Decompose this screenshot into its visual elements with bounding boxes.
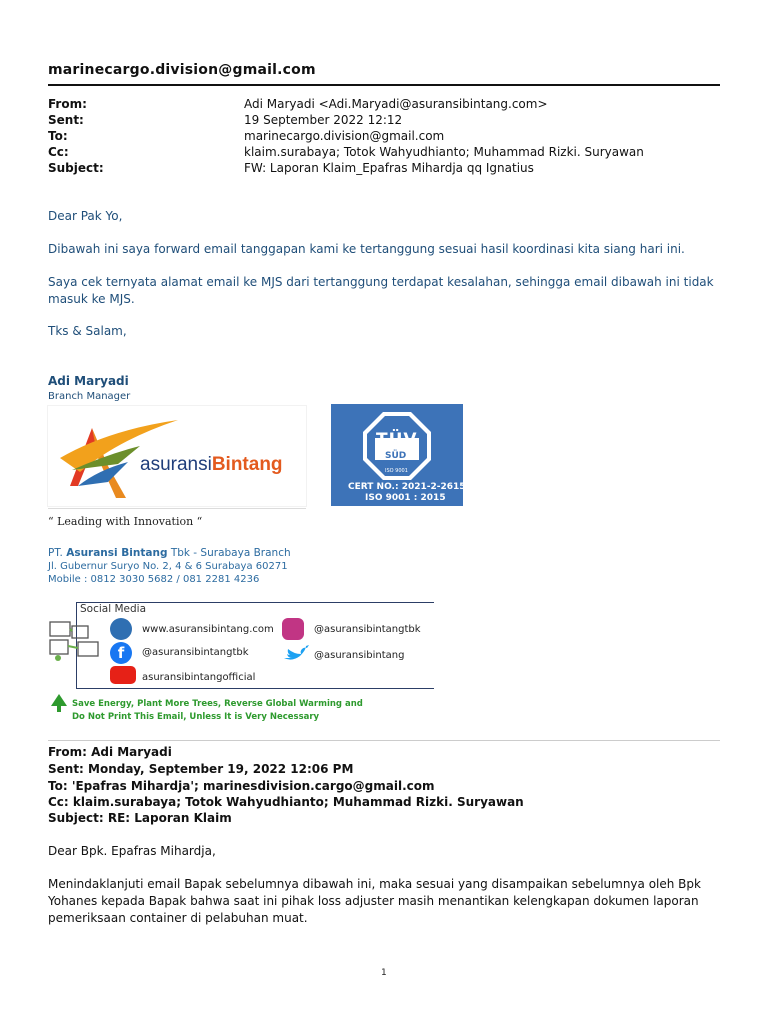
logo-wordmark	[140, 454, 283, 476]
website-globe-icon[interactable]	[110, 618, 132, 640]
company-line	[48, 547, 291, 559]
sent-label: Sent:	[48, 113, 84, 127]
body-paragraph-2: Saya cek ternyata alamat email ke MJS dari tertanggung terdapat kesalahan, sehingga email dibawah ini tidak masuk ke MJS.	[48, 275, 714, 306]
youtube-channel[interactable]: asuransibintangofficial	[142, 672, 256, 683]
instagram-handle[interactable]: @asuransibintangtbk	[314, 624, 421, 635]
signature-divider	[48, 508, 306, 509]
company-branch: Tbk - Surabaya Branch	[170, 547, 291, 559]
forwarded-sent: Sent: Monday, September 19, 2022 12:06 PM	[48, 762, 354, 776]
company-address: Jl. Gubernur Suryo No. 2, 4 & 6 Surabaya 60271	[48, 561, 288, 572]
facebook-handle[interactable]: @asuransibintangtbk	[142, 647, 249, 658]
sent-value: 19 September 2022 12:12	[244, 113, 403, 127]
signature-title: Branch Manager	[48, 391, 131, 402]
company-tagline: “ Leading with Innovation “	[48, 515, 203, 528]
cc-label: Cc:	[48, 145, 69, 159]
social-media-title: Social Media	[80, 603, 147, 615]
body-paragraph-1: Dibawah ini saya forward email tanggapan kami ke tertanggung sesuai hasil koordinasi kita siang hari ini.	[48, 242, 685, 256]
header-from-row	[48, 96, 720, 112]
forwarded-greeting: Dear Bpk. Epafras Mihardja,	[48, 844, 216, 858]
header-cc-row	[48, 144, 720, 160]
social-frame-bottom	[76, 688, 434, 689]
facebook-icon[interactable]: f	[110, 642, 132, 664]
header-sent-row	[48, 112, 720, 128]
company-mobile: Mobile : 0812 3030 5682 / 081 2281 4236	[48, 574, 260, 585]
instagram-icon[interactable]	[282, 618, 304, 640]
subject-value: FW: Laporan Klaim_Epafras Mihardja qq Ignatius	[244, 161, 534, 175]
tree-icon	[48, 692, 70, 714]
body-closing: Tks & Salam,	[48, 324, 127, 338]
header-to-row	[48, 128, 720, 144]
tuv-label: TÜV	[376, 430, 418, 450]
subject-label: Subject:	[48, 161, 104, 175]
eco-note-line-2: Do Not Print This Email, Unless It is Very Necessary	[72, 712, 320, 722]
header-divider	[48, 84, 720, 86]
forwarded-subject: Subject: RE: Laporan Klaim	[48, 811, 232, 825]
signature-name: Adi Maryadi	[48, 374, 129, 388]
page-number: 1	[381, 968, 387, 978]
forwarded-paragraph-1: Menindaklanjuti email Bapak sebelumnya dibawah ini, maka sesuai yang disampaikan sebelumnya oleh Bpk Yohanes kepada Bapak bahwa saat ini pihak loss adjuster masih menantikan kelengkapan dokumen laporan pemeriksaan container di pelabuhan muat.	[48, 877, 701, 925]
forwarded-to: To: 'Epafras Mihardja'; marinesdivision.cargo@gmail.com	[48, 779, 435, 793]
logo-text-bintang: Bintang	[211, 454, 283, 475]
company-prefix: PT.	[48, 547, 63, 559]
to-value[interactable]: marinecargo.division@gmail.com	[244, 129, 445, 143]
eco-note-line-1: Save Energy, Plant More Trees, Reverse Global Warming and	[72, 699, 363, 709]
body-greeting: Dear Pak Yo,	[48, 209, 123, 223]
tuv-certification-badge	[331, 404, 466, 506]
forward-divider	[48, 740, 720, 741]
tuv-cert-number: CERT NO.: 2021-2-2615	[348, 482, 466, 492]
header-subject-row	[48, 160, 720, 176]
account-email: marinecargo.division@gmail.com	[48, 62, 316, 78]
website-link[interactable]: www.asuransibintang.com	[142, 624, 274, 635]
company-name: Asuransi Bintang	[66, 547, 168, 559]
from-value[interactable]: Adi Maryadi <Adi.Maryadi@asuransibintang.com>	[244, 97, 548, 111]
asuransi-bintang-logo	[48, 406, 306, 506]
social-network-icon	[48, 618, 104, 664]
cc-value[interactable]: klaim.surabaya; Totok Wahyudhianto; Muhammad Rizki. Suryawan	[244, 145, 644, 159]
logo-text-asuransi: asuransi	[140, 454, 212, 475]
forwarded-cc: Cc: klaim.surabaya; Totok Wahyudhianto; Muhammad Rizki. Suryawan	[48, 795, 524, 809]
youtube-icon[interactable]	[110, 666, 136, 684]
twitter-bird-icon[interactable]	[282, 644, 310, 664]
forwarded-from: From: Adi Maryadi	[48, 745, 172, 759]
from-label: From:	[48, 97, 87, 111]
to-label: To:	[48, 129, 68, 143]
tuv-iso-standard: ISO 9001 : 2015	[365, 493, 446, 503]
social-media-panel	[48, 600, 436, 690]
tuv-sud-label: SÜD	[385, 451, 407, 461]
tuv-iso-small: ISO 9001	[385, 468, 408, 474]
twitter-handle[interactable]: @asuransibintang	[314, 650, 405, 661]
